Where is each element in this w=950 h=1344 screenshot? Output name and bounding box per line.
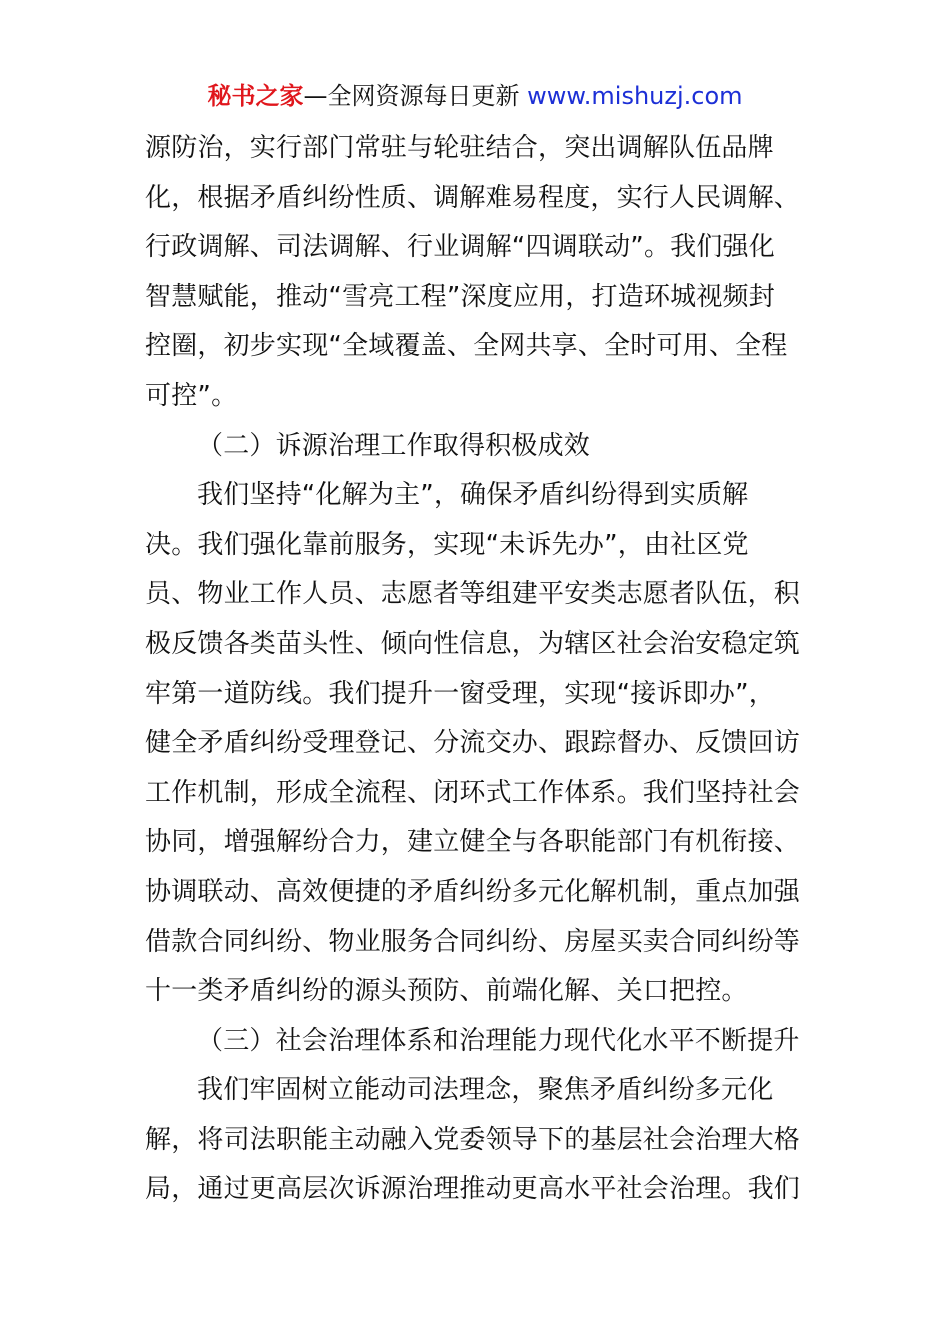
- text-line: 可控”。: [145, 380, 238, 411]
- site-brand: 秘书之家: [207, 82, 304, 110]
- text-line: 协调联动、高效便捷的矛盾纠纷多元化解机制，重点加强: [145, 876, 801, 907]
- text-line: 十一类矛盾纠纷的源头预防、前端化解、关口把控。: [145, 976, 748, 1007]
- section-heading: （三）社会治理体系和治理能力现代化水平不断提升: [197, 1025, 800, 1056]
- text-line: 决。我们强化靠前服务，实现“未诉先办”，由社区党: [145, 529, 749, 560]
- text-line: 借款合同纠纷、物业服务合同纠纷、房屋买卖合同纠纷等: [145, 926, 801, 957]
- text-line: 牢第一道防线。我们提升一窗受理，实现“接诉即办”，: [145, 678, 775, 709]
- text-line: 控圈，初步实现“全域覆盖、全网共享、全时可用、全程: [145, 331, 788, 362]
- text-line: 我们坚持“化解为主”，确保矛盾纠纷得到实质解: [197, 480, 749, 511]
- text-line: 智慧赋能，推动“雪亮工程”深度应用，打造环城视频封: [145, 281, 775, 312]
- text-line: 健全矛盾纠纷受理登记、分流交办、跟踪督办、反馈回访: [145, 728, 801, 759]
- text-line: 源防治，实行部门常驻与轮驻结合，突出调解队伍品牌: [145, 133, 774, 163]
- text-line: 化，根据矛盾纠纷性质、调解难易程度，实行人民调解、: [145, 182, 801, 213]
- text-line: 协同，增强解纷合力，建立健全与各职能部门有机衔接、: [145, 827, 801, 858]
- site-tagline: —全网资源每日更新: [303, 82, 520, 110]
- text-line: 行政调解、司法调解、行业调解“四调联动”。我们强化: [145, 232, 775, 263]
- text-line: 极反馈各类苗头性、倾向性信息，为辖区社会治安稳定筑: [145, 628, 801, 659]
- document-body: [145, 124, 807, 1215]
- text-line: 我们牢固树立能动司法理念，聚焦矛盾纠纷多元化: [197, 1075, 774, 1106]
- text-line: 解，将司法职能主动融入党委领导下的基层社会治理大格: [145, 1124, 801, 1155]
- text-line: 局，通过更高层次诉源治理推动更高水平社会治理。我们: [145, 1174, 801, 1205]
- site-url-link[interactable]: www.mishuzj.com: [527, 82, 743, 110]
- section-heading: （二）诉源治理工作取得积极成效: [197, 430, 591, 461]
- text-line: 工作机制，形成全流程、闭环式工作体系。我们坚持社会: [145, 777, 801, 808]
- site-header: [0, 80, 950, 112]
- text-line: 员、物业工作人员、志愿者等组建平安类志愿者队伍，积: [145, 579, 801, 610]
